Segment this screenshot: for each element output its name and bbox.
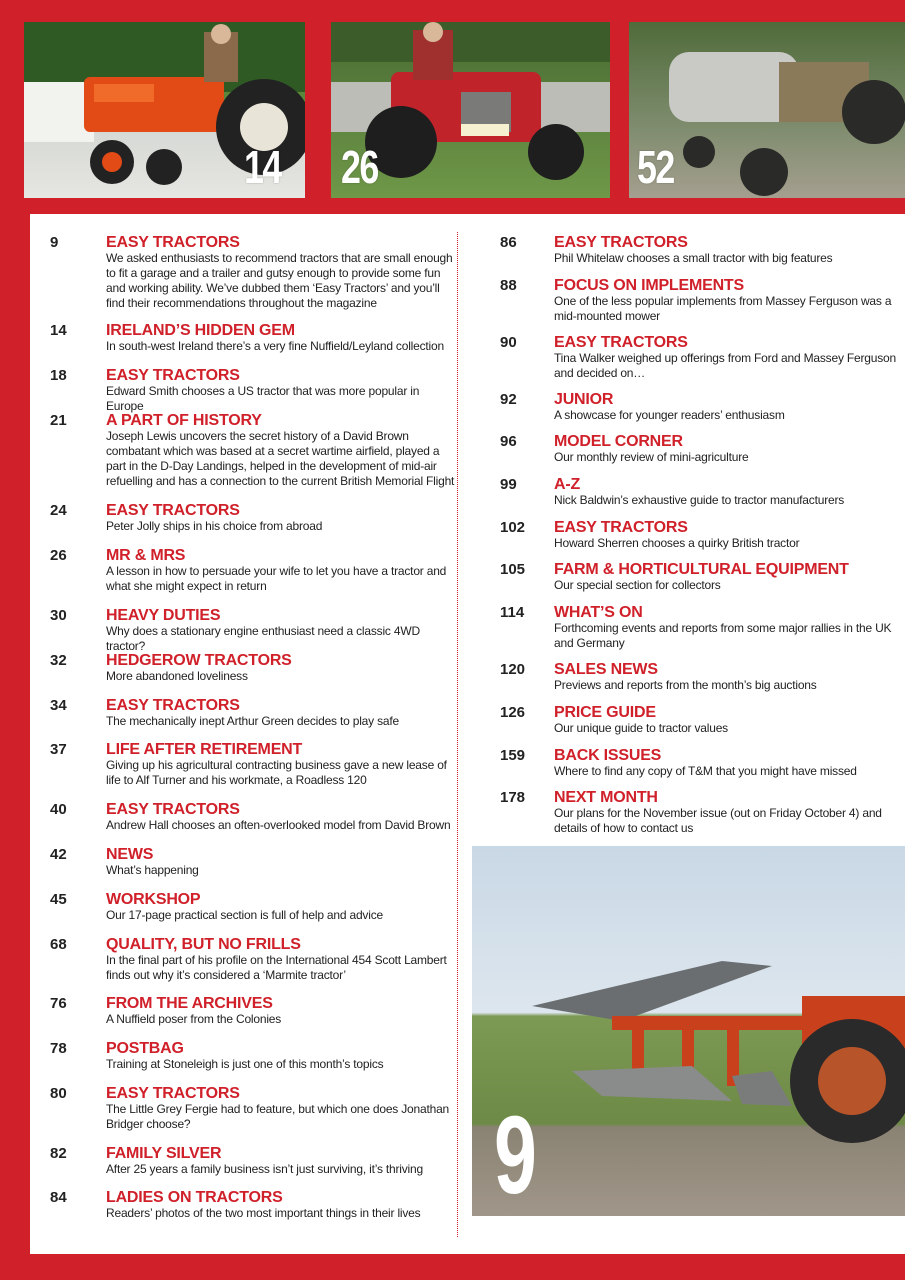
page-ref: 26 xyxy=(50,547,67,564)
page-ref: 105 xyxy=(500,561,526,578)
entry-title: HEDGEROW TRACTORS xyxy=(106,652,292,669)
column-divider xyxy=(457,232,458,1237)
entry-title: EASY TRACTORS xyxy=(106,801,240,818)
entry-title: NEXT MONTH xyxy=(554,789,658,806)
entry-title: EASY TRACTORS xyxy=(106,1085,240,1102)
entry-description: Our monthly review of mini-agriculture xyxy=(554,450,749,464)
photo-plough xyxy=(472,846,905,1216)
page-ref: 76 xyxy=(50,995,67,1012)
plough-illustration xyxy=(472,846,905,1216)
entry-title: FOCUS ON IMPLEMENTS xyxy=(554,277,744,294)
entry-title: POSTBAG xyxy=(106,1040,184,1057)
page-ref: 82 xyxy=(50,1145,67,1162)
page-ref: 92 xyxy=(500,391,517,408)
entry-description: Our special section for collectors xyxy=(554,578,721,592)
entry-description: Giving up his agricultural contracting business gave a new lease of life to Alf Turner and his workmate, a Roadless 120 xyxy=(106,758,447,787)
page-ref: 178 xyxy=(500,789,526,806)
page-ref: 99 xyxy=(500,476,517,493)
entry-title: MR & MRS xyxy=(106,547,186,564)
page-ref: 18 xyxy=(50,367,67,384)
entry-description: The Little Grey Fergie had to feature, but which one does Jonathan Bridger choose? xyxy=(106,1102,450,1131)
entry-title: IRELAND’S HIDDEN GEM xyxy=(106,322,295,339)
entry-description: We asked enthusiasts to recommend tractors that are small enough to fit a garage and a trailer and gutsy enough to provide some fun and working ability. We’ve dubbed them ‘Easy Tractors’ and you’ll find their recommendations throughout the magazine xyxy=(106,251,453,310)
contents-panel xyxy=(30,214,905,1254)
entry-title: HEAVY DUTIES xyxy=(106,607,221,624)
entry-title: WHAT’S ON xyxy=(554,604,643,621)
entry-title: MODEL CORNER xyxy=(554,433,683,450)
entry-description: Readers’ photos of the two most important things in their lives xyxy=(106,1206,421,1220)
page-ref: 84 xyxy=(50,1189,67,1206)
page-ref: 42 xyxy=(50,846,67,863)
entry-description: After 25 years a family business isn’t just surviving, it’s thriving xyxy=(106,1162,423,1176)
entry-title: EASY TRACTORS xyxy=(554,334,688,351)
entry-title: LADIES ON TRACTORS xyxy=(106,1189,283,1206)
entry-description: Forthcoming events and reports from some major rallies in the UK and Germany xyxy=(554,621,892,650)
entry-description: Joseph Lewis uncovers the secret history of a David Brown combatant which was based at a secret wartime airfield, played a part in the D-Day Landings, helped in the development of mid-air refuelling and has a connection to the current British Memorial Flight xyxy=(106,429,455,488)
entry-title: EASY TRACTORS xyxy=(554,519,688,536)
page-ref: 90 xyxy=(500,334,517,351)
entry-title: FARM & HORTICULTURAL EQUIPMENT xyxy=(554,561,849,578)
page-number-14: 14 xyxy=(244,141,281,193)
entry-description: Nick Baldwin’s exhaustive guide to tractor manufacturers xyxy=(554,493,845,507)
page-ref: 40 xyxy=(50,801,67,818)
entry-title: BACK ISSUES xyxy=(554,747,662,764)
entry-title: EASY TRACTORS xyxy=(106,697,240,714)
entry-title: A PART OF HISTORY xyxy=(106,412,262,429)
entry-description: Previews and reports from the month’s big auctions xyxy=(554,678,817,692)
entry-description: Peter Jolly ships in his choice from abroad xyxy=(106,519,323,533)
entry-title: EASY TRACTORS xyxy=(106,234,240,251)
page-ref: 68 xyxy=(50,936,67,953)
entry-description: Training at Stoneleigh is just one of this month’s topics xyxy=(106,1057,384,1071)
entry-title: JUNIOR xyxy=(554,391,614,408)
entry-description: A lesson in how to persuade your wife to let you have a tractor and what she might expect in return xyxy=(106,564,447,593)
entry-description: Our 17-page practical section is full of help and advice xyxy=(106,908,383,922)
page-ref: 126 xyxy=(500,704,526,721)
entry-description: More abandoned loveliness xyxy=(106,669,248,683)
entry-description: In the final part of his profile on the International 454 Scott Lambert finds out why it’s considered a ‘Marmite tractor’ xyxy=(106,953,447,982)
entry-description: Howard Sherren chooses a quirky British tractor xyxy=(554,536,800,550)
page-ref: 120 xyxy=(500,661,526,678)
page-ref: 96 xyxy=(500,433,517,450)
page-number-9: 9 xyxy=(494,1094,537,1216)
page-ref: 9 xyxy=(50,234,59,251)
entry-description: Phil Whitelaw chooses a small tractor with big features xyxy=(554,251,833,265)
entry-title: WORKSHOP xyxy=(106,891,201,908)
entry-description: Edward Smith chooses a US tractor that was more popular in Europe xyxy=(106,384,420,413)
entry-description: In south-west Ireland there’s a very fine Nuffield/Leyland collection xyxy=(106,339,444,353)
page-ref: 86 xyxy=(500,234,517,251)
page-ref: 30 xyxy=(50,607,67,624)
entry-title: A-Z xyxy=(554,476,581,493)
entry-description: Andrew Hall chooses an often-overlooked model from David Brown xyxy=(106,818,451,832)
page-ref: 14 xyxy=(50,322,67,339)
page-ref: 102 xyxy=(500,519,526,536)
page-ref: 24 xyxy=(50,502,67,519)
entry-title: FAMILY SILVER xyxy=(106,1145,222,1162)
page-ref: 32 xyxy=(50,652,67,669)
entry-title: PRICE GUIDE xyxy=(554,704,656,721)
page-ref: 159 xyxy=(500,747,526,764)
entry-description: Our plans for the November issue (out on Friday October 4) and details of how to contact us xyxy=(554,806,882,835)
page-ref: 21 xyxy=(50,412,67,429)
page-number-52: 52 xyxy=(637,141,674,193)
entry-description: A showcase for younger readers’ enthusiasm xyxy=(554,408,785,422)
page-number-26: 26 xyxy=(341,141,378,193)
page-ref: 80 xyxy=(50,1085,67,1102)
page-ref: 45 xyxy=(50,891,67,908)
entry-title: QUALITY, BUT NO FRILLS xyxy=(106,936,301,953)
entry-title: EASY TRACTORS xyxy=(554,234,688,251)
entry-description: Why does a stationary engine enthusiast need a classic 4WD tractor? xyxy=(106,624,420,653)
photo-massey-tractor xyxy=(331,22,610,198)
page-ref: 37 xyxy=(50,741,67,758)
photo-ferguson-tractor xyxy=(629,22,905,198)
entry-description: Our unique guide to tractor values xyxy=(554,721,728,735)
entry-description: The mechanically inept Arthur Green decides to play safe xyxy=(106,714,399,728)
entry-description: One of the less popular implements from Massey Ferguson was a mid-mounted mower xyxy=(554,294,892,323)
entry-title: LIFE AFTER RETIREMENT xyxy=(106,741,303,758)
entry-title: SALES NEWS xyxy=(554,661,658,678)
page-ref: 114 xyxy=(500,604,525,621)
entry-description: Tina Walker weighed up offerings from Ford and Massey Ferguson and decided on… xyxy=(554,351,896,380)
entry-title: EASY TRACTORS xyxy=(106,502,240,519)
page-ref: 78 xyxy=(50,1040,67,1057)
page-ref: 88 xyxy=(500,277,517,294)
entry-description: A Nuffield poser from the Colonies xyxy=(106,1012,282,1026)
page-ref: 34 xyxy=(50,697,67,714)
entry-description: Where to find any copy of T&M that you might have missed xyxy=(554,764,857,778)
photo-nuffield-tractor xyxy=(24,22,305,198)
entry-title: NEWS xyxy=(106,846,154,863)
entry-title: FROM THE ARCHIVES xyxy=(106,995,273,1012)
entry-description: What’s happening xyxy=(106,863,199,877)
entry-title: EASY TRACTORS xyxy=(106,367,240,384)
